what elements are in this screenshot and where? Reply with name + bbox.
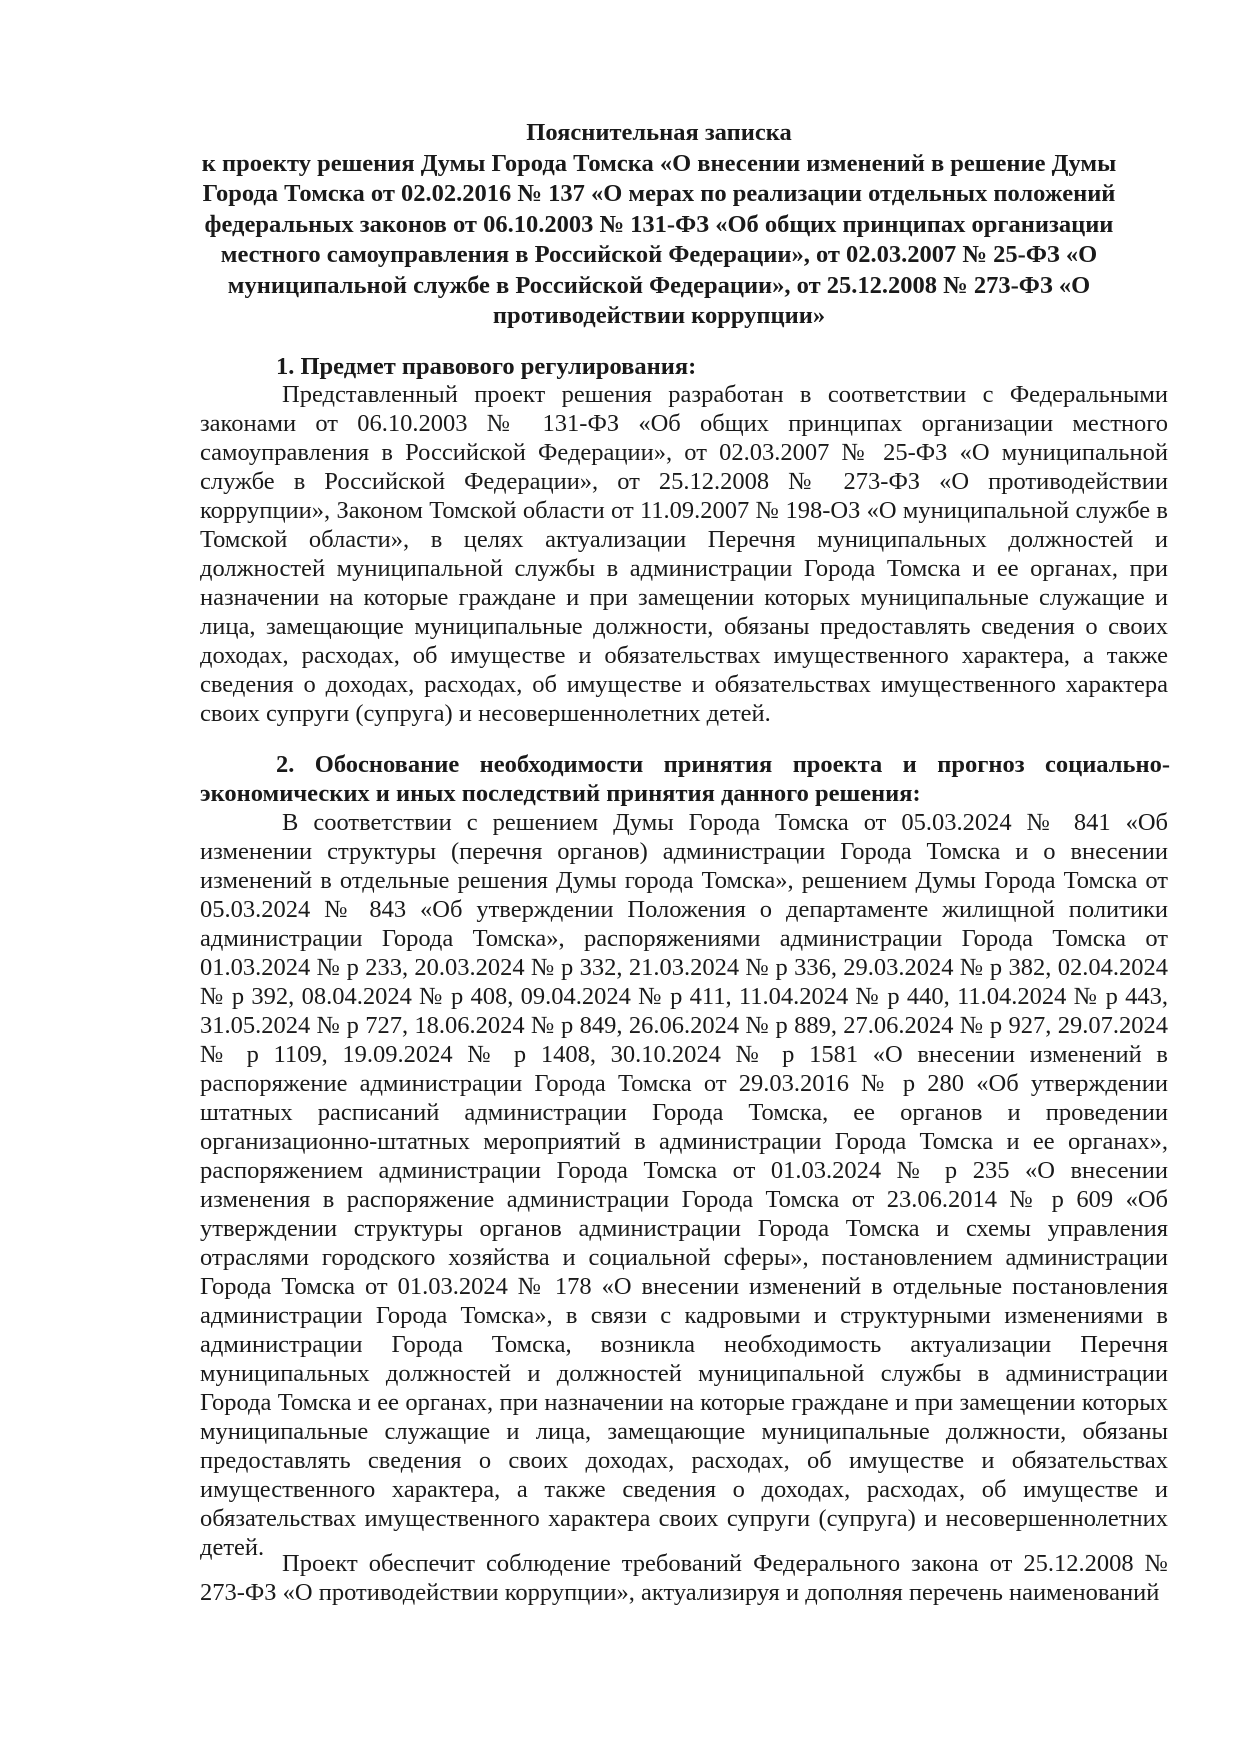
document-title-block <box>196 118 1122 332</box>
section-1-heading: 1. Предмет правового регулирования: <box>276 353 697 380</box>
document-heading: Пояснительная записка <box>526 119 792 146</box>
section-2-paragraph: В соответствии с решением Думы Города Томска от 05.03.2024 № 841 «Об изменении структуры (перечня органов) администрации Города Томска и о внесении изменений в отдельные решения Думы города Томска», решением Думы Города Томска от 05.03.2024 № 843 «Об утверждении Положения о департаменте жилищной политики администрации Города Томска», распоряжениями администрации Города Томска от 01.03.2024 № р 233, 20.03.2024 № р 332, 21.03.2024 № р 336, 29.03.2024 № р 382, 02.04.2024 № р 392, 08.04.2024 № р 408, 09.04.2024 № р 411, 11.04.2024 № р 440, 11.04.2024 № р 443, 31.05.2024 № р 727, 18.06.2024 № р 849, 26.06.2024 № р 889, 27.06.2024 № р 927, 29.07.2024 № р 1109, 19.09.2024 № р 1408, 30.10.2024 № р 1581 «О внесении изменений в распоряжение администрации Города Томска от 29.03.2016 № р 280 «Об утверждении штатных расписаний администрации Города Томска, ее органов и проведении организационно-штатных мероприятий в администрации Города Томска и ее органах», распоряжением администрации Города Томска от 01.03.2024 № р 235 «О внесении изменения в распоряжение администрации Города Томска от 23.06.2014 № р 609 «Об утверждении структуры органов администрации Города Томска и схемы управления отраслями городского хозяйства и социальной сферы», постановлением администрации Города Томска от 01.03.2024 № 178 «О внесении изменений в отдельные постановления администрации Города Томска», в связи с кадровыми и структурными изменениями в администрации Города Томска, возникла необходимость актуализации Перечня муниципальных должностей и должностей муниципальной службы в администрации Города Томска и ее органах, при назначении на которые граждане и при замещении которых муниципальные служащие и лица, замещающие муниципальные должности, обязаны предоставлять сведения о своих доходах, расходах, об имуществе и обязательствах имущественного характера, а также сведения о доходах, расходах, об имуществе и обязательствах имущественного характера своих супруги (супруга) и несовершеннолетних детей. <box>200 809 1168 1561</box>
section-2-paragraph-2: Проект обеспечит соблюдение требований Федерального закона от 25.12.2008 № 273-ФЗ «О противодействии коррупции», актуализируя и дополняя перечень наименований <box>200 1550 1168 1606</box>
document-subject: к проекту решения Думы Города Томска «О внесении изменений в решение Думы Города Томска от 02.02.2016 № 137 «О мерах по реализации отдельных положений федеральных законов от 06.10.2003 № 131-ФЗ «Об общих принципах организации местного самоуправления в Российской Федерации», от 02.03.2007 № 25-ФЗ «О муниципальной службе в Российской Федерации», от 25.12.2008 № 273-ФЗ «О противодействии коррупции» <box>201 149 1117 329</box>
section-1-paragraph: Представленный проект решения разработан в соответствии с Федеральными законами от 06.10.2003 № 131-ФЗ «Об общих принципах организации местного самоуправления в Российской Федерации», от 02.03.2007 № 25-ФЗ «О муниципальной службе в Российской Федерации», от 25.12.2008 № 273-ФЗ «О противодействии коррупции», Законом Томской области от 11.09.2007 № 198-ОЗ «О муниципальной службе в Томской области», в целях актуализации Перечня муниципальных должностей и должностей муниципальной службы в администрации Города Томска и ее органах, при назначении на которые граждане и при замещении которых муниципальные служащие и лица, замещающие муниципальные должности, обязаны предоставлять сведения о своих доходах, расходах, об имуществе и обязательствах имущественного характера, а также сведения о доходах, расходах, об имуществе и обязательствах имущественного характера своих супруги (супруга) и несовершеннолетних детей. <box>200 381 1168 727</box>
section-2-heading: 2. Обоснование необходимости принятия проекта и прогноз социально-экономических и иных последствий принятия данного решения: <box>200 751 1170 807</box>
